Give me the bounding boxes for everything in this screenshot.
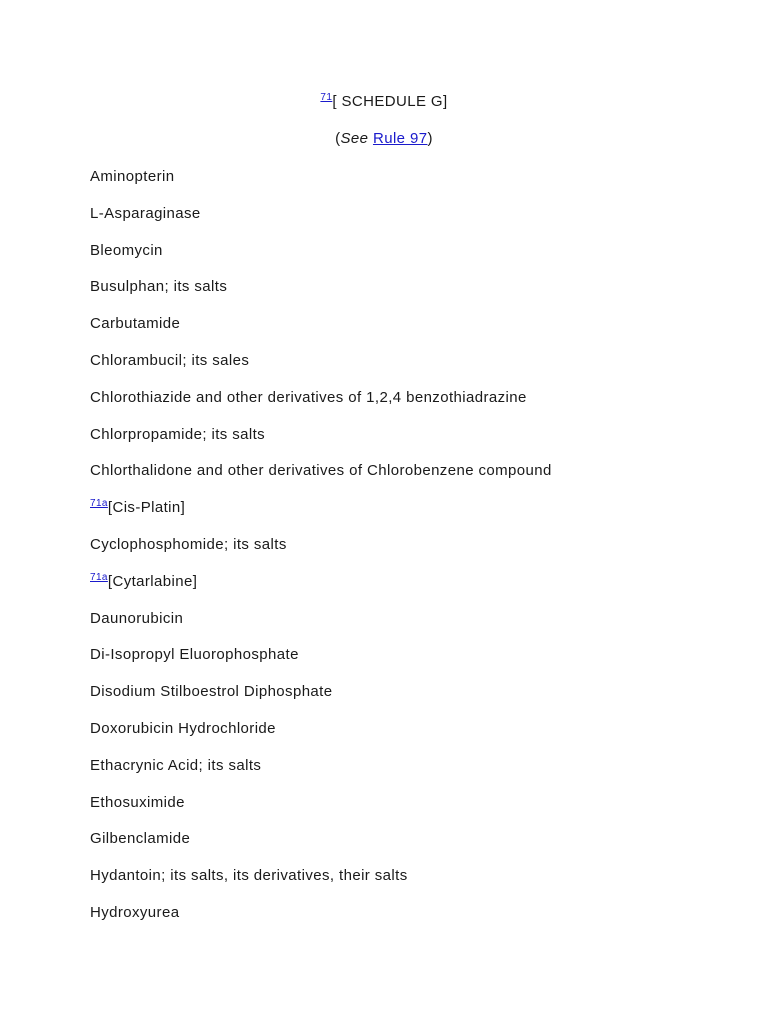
list-item-text: Hydantoin; its salts, its derivatives, their salts xyxy=(90,867,408,885)
list-item-text: [Cis-Platin] xyxy=(107,499,186,517)
list-item-text: Doxorubicin Hydrochloride xyxy=(90,719,276,737)
list-item-text: Ethosuximide xyxy=(90,793,185,811)
list-item xyxy=(90,498,730,535)
see-reference xyxy=(0,130,768,147)
list-item-text: Chlorthalidone and other derivatives of Chlorobenzene compound xyxy=(90,462,552,480)
list-item xyxy=(90,535,730,572)
list-item xyxy=(90,756,730,793)
list-item xyxy=(90,682,730,719)
list-item-text: Di-Isopropyl Eluorophosphate xyxy=(90,646,299,664)
list-item xyxy=(90,645,730,682)
list-item xyxy=(90,314,730,351)
list-item xyxy=(90,572,730,609)
list-item-text: [Cytarlabine] xyxy=(107,572,198,590)
list-item-text: Busulphan; its salts xyxy=(90,278,228,296)
list-item-text: Hydroxyurea xyxy=(90,903,180,921)
list-item-text: Chlorpropamide; its salts xyxy=(90,425,266,443)
close-paren: ) xyxy=(427,130,433,147)
schedule-title: [ SCHEDULE G] xyxy=(332,93,448,110)
list-item xyxy=(90,241,730,278)
open-paren: ( xyxy=(335,130,341,147)
list-item-text: Chlorothiazide and other derivatives of 1,2,4 benzothiadrazine xyxy=(90,388,527,406)
list-item-text: Bleomycin xyxy=(90,241,163,259)
list-item xyxy=(90,204,730,241)
footnote-link[interactable]: 71a xyxy=(90,498,108,510)
list-item xyxy=(90,609,730,646)
list-item-text: Ethacrynic Acid; its salts xyxy=(90,756,262,774)
list-item xyxy=(90,277,730,314)
list-item-text: Aminopterin xyxy=(90,168,175,185)
list-item-text: Carbutamide xyxy=(90,315,181,333)
see-label: See xyxy=(340,130,369,147)
list-item-text: Chlorambucil; its sales xyxy=(90,351,250,369)
list-item xyxy=(90,461,730,498)
list-item xyxy=(90,719,730,756)
list-item-text: Gilbenclamide xyxy=(90,830,191,848)
list-item-text: Disodium Stilboestrol Diphosphate xyxy=(90,683,333,701)
list-item xyxy=(90,866,730,903)
drug-list xyxy=(90,167,730,940)
list-item xyxy=(90,903,730,940)
list-item-text: L-Asparaginase xyxy=(90,204,201,222)
page-title xyxy=(0,93,768,110)
list-item-text: Cyclophosphomide; its salts xyxy=(90,535,287,553)
list-item xyxy=(90,388,730,425)
list-item xyxy=(90,167,730,204)
rule-97-link[interactable]: Rule 97 xyxy=(372,130,428,147)
list-item xyxy=(90,829,730,866)
list-item xyxy=(90,793,730,830)
list-item-text: Daunorubicin xyxy=(90,609,184,627)
footnote-link[interactable]: 71 xyxy=(320,92,333,103)
list-item xyxy=(90,425,730,462)
list-item xyxy=(90,351,730,388)
footnote-link[interactable]: 71a xyxy=(90,571,108,583)
